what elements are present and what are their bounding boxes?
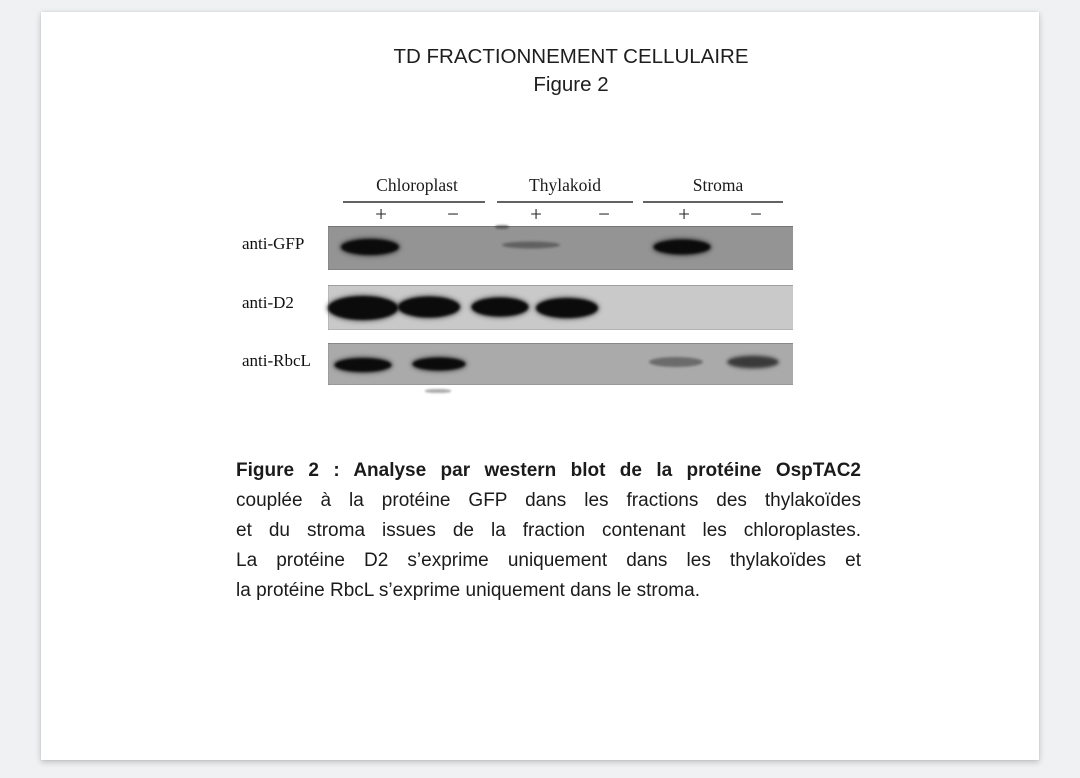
page-subtitle: Figure 2 (533, 73, 609, 96)
fraction-underline (343, 201, 485, 203)
caption-line-4: La protéine D2 s’exprime uniquement dans les thylakoïdes et (236, 550, 861, 571)
lane-sign-minus: − (750, 202, 762, 226)
blot-band (472, 298, 529, 317)
blot-band (649, 357, 703, 367)
fraction-underline (643, 201, 783, 203)
antibody-label: anti-D2 (242, 293, 294, 312)
blot-band (502, 242, 560, 249)
caption-line-2: couplée à la protéine GFP dans les fractions des thylakoïdes (236, 490, 861, 511)
antibody-label: anti-RbcL (242, 351, 311, 370)
caption-line-5: la protéine RbcL s’exprime uniquement dans le stroma. (236, 580, 700, 601)
blot-band (536, 298, 598, 318)
antibody-label: anti-GFP (242, 234, 305, 253)
figure-caption (236, 456, 861, 606)
blot-band (335, 358, 392, 372)
lane-sign-plus: + (375, 202, 387, 226)
blot-band (398, 297, 460, 318)
blot-band (328, 296, 398, 320)
fraction-underline (497, 201, 633, 203)
lane-sign-plus: + (678, 202, 690, 226)
blot-strip (328, 343, 793, 385)
blot-band (654, 240, 711, 255)
fraction-label: Chloroplast (376, 175, 458, 195)
fraction-label: Thylakoid (529, 175, 601, 195)
page-title: TD FRACTIONNEMENT CELLULAIRE (393, 45, 749, 68)
blot-artifact-top-tick (495, 225, 509, 229)
caption-line-3: et du stroma issues de la fraction contenant les chloroplastes. (236, 520, 861, 541)
caption-line-1: Figure 2 : Analyse par western blot de la protéine OspTAC2 (236, 460, 861, 481)
blot-band (341, 239, 399, 255)
document-page (41, 12, 1039, 760)
lane-sign-plus: + (530, 202, 542, 226)
blot-band (413, 358, 466, 371)
lane-sign-minus: − (598, 202, 610, 226)
western-blot-figure (41, 12, 1039, 760)
lane-sign-minus: − (447, 202, 459, 226)
blot-artifact-smudge (425, 389, 451, 393)
fraction-label: Stroma (692, 175, 744, 195)
blot-band (728, 356, 779, 368)
